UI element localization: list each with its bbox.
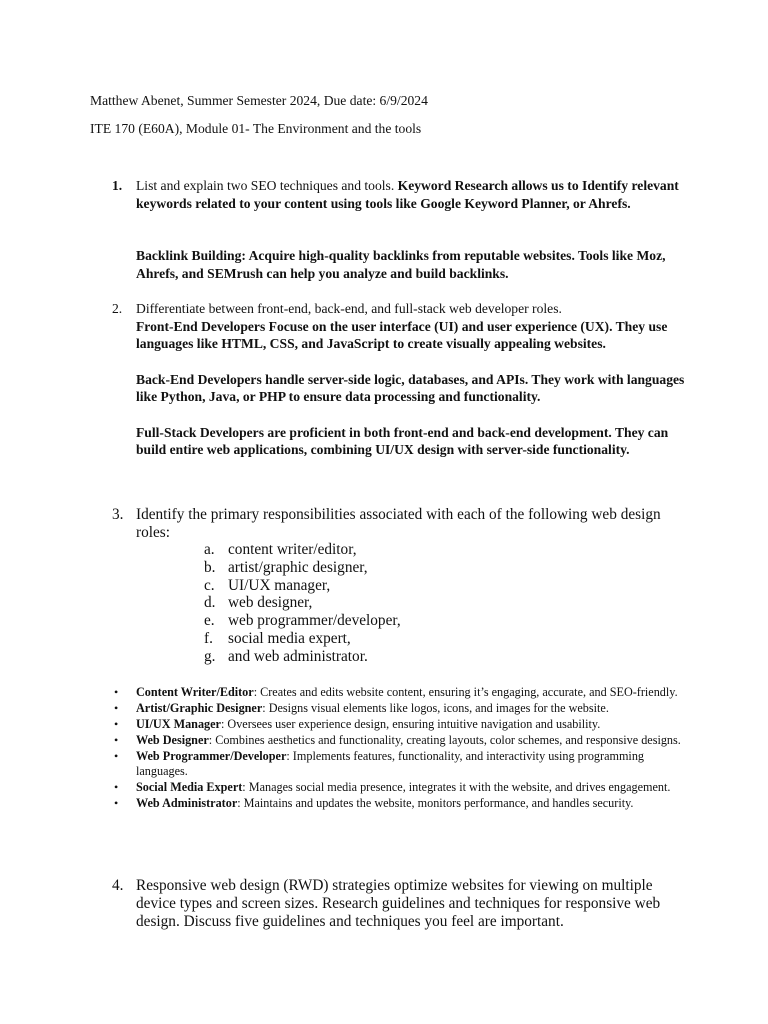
list-item [112,749,692,780]
bullet-icon: • [114,685,119,699]
question-1-answer-backlink-building: Backlink Building: Acquire high-quality backlinks from reputable websites. Tools like Moz, Ahrefs, and SEMrush can help you analyze and build backlinks. [136,248,666,281]
list-item-letter: f. [204,629,213,647]
role-description: : Manages social media presence, integrates it with the website, and drives engagement. [242,780,671,795]
question-4-number: 4. [112,877,124,894]
bullet-icon: • [114,749,119,763]
role-term: Web Administrator [136,796,238,811]
list-item [112,780,692,795]
role-description: : Oversees user experience design, ensuring intuitive navigation and usability. [220,717,601,731]
question-4-prompt: Responsive web design (RWD) strategies optimize websites for viewing on multiple device types and screen sizes. Research guidelines and techniques for responsive web design. Discuss five guidelines and techniques you feel are important. [136,877,661,930]
course-line: ITE 170 (E60A), Module 01- The Environment and the tools [90,121,422,136]
list-item-letter: d. [204,594,216,612]
role-description: : Implements features, functionality, and interactivity using programming languages. [136,749,645,779]
role-term: Web Designer [136,733,209,747]
list-item-letter: g. [204,647,216,665]
question-1-prompt: List and explain two SEO techniques and tools. [136,178,398,193]
question-1-number: 1. [112,178,123,193]
bullet-icon: • [114,733,119,747]
list-item [112,796,692,811]
question-2-prompt: Differentiate between front-end, back-end, and full-stack web developer roles. [136,301,562,316]
role-description: : Combines aesthetics and functionality, creating layouts, color schemes, and responsive designs. [208,733,681,747]
role-term: Web Programmer/Developer [136,749,287,763]
list-item-letter: b. [204,558,216,576]
question-2-answer-back-end: Back-End Developers handle server-side logic, databases, and APIs. They work with languages like Python, Java, or PHP to ensure data processing and functionality. [136,371,685,405]
list-item-text: social media expert, [228,629,351,647]
role-term: Content Writer/Editor [136,685,254,699]
question-2-answer-full-stack: Full-Stack Developers are proficient in both front-end and back-end development. They can build entire web applications, combining UI/UX design with server-side functionality. [136,424,669,458]
list-item-text: content writer/editor, [228,541,357,558]
list-item-letter: c. [204,576,215,594]
list-item-text: artist/graphic designer, [228,558,368,576]
role-term: Artist/Graphic Designer [136,701,263,715]
list-item [112,701,692,716]
bullet-icon: • [114,796,119,811]
question-1-answer-keyword-research: Keyword Research allows us to Identify relevant keywords related to your content using tools like Google Keyword Planner, or Ahrefs. [136,178,679,211]
bullet-icon: • [114,717,119,731]
role-description: : Maintains and updates the website, monitors performance, and handles security. [237,796,634,811]
list-item [112,685,692,700]
bullet-icon: • [114,780,119,795]
list-item-letter: a. [204,541,215,558]
role-responsibilities-list [112,685,692,812]
question-2-answer-front-end: Front-End Developers Focuse on the user interface (UI) and user experience (UX). They use languages like HTML, CSS, and JavaScript to create visually appealing websites. [136,318,668,352]
bullet-icon: • [114,701,119,715]
role-term: Social Media Expert [136,780,243,795]
question-1-block [136,177,696,212]
role-term: UI/UX Manager [136,717,221,731]
list-item [112,733,692,748]
list-item-text: web programmer/developer, [228,612,401,630]
question-3-number: 3. [112,506,124,523]
list-item-text: UI/UX manager, [228,576,331,594]
list-item-letter: e. [204,612,215,630]
author-line: Matthew Abenet, Summer Semester 2024, Due date: 6/9/2024 [90,93,428,108]
list-item [112,717,692,732]
list-item-text: and web administrator. [228,647,368,665]
list-item-text: web designer, [228,594,313,612]
question-3-prompt: Identify the primary responsibilities associated with each of the following web design roles: [136,506,661,541]
question-2-number: 2. [112,301,123,316]
role-description: : Creates and edits website content, ensuring it’s engaging, accurate, and SEO-friendly. [253,685,678,699]
role-description: : Designs visual elements like logos, icons, and images for the website. [262,701,609,715]
